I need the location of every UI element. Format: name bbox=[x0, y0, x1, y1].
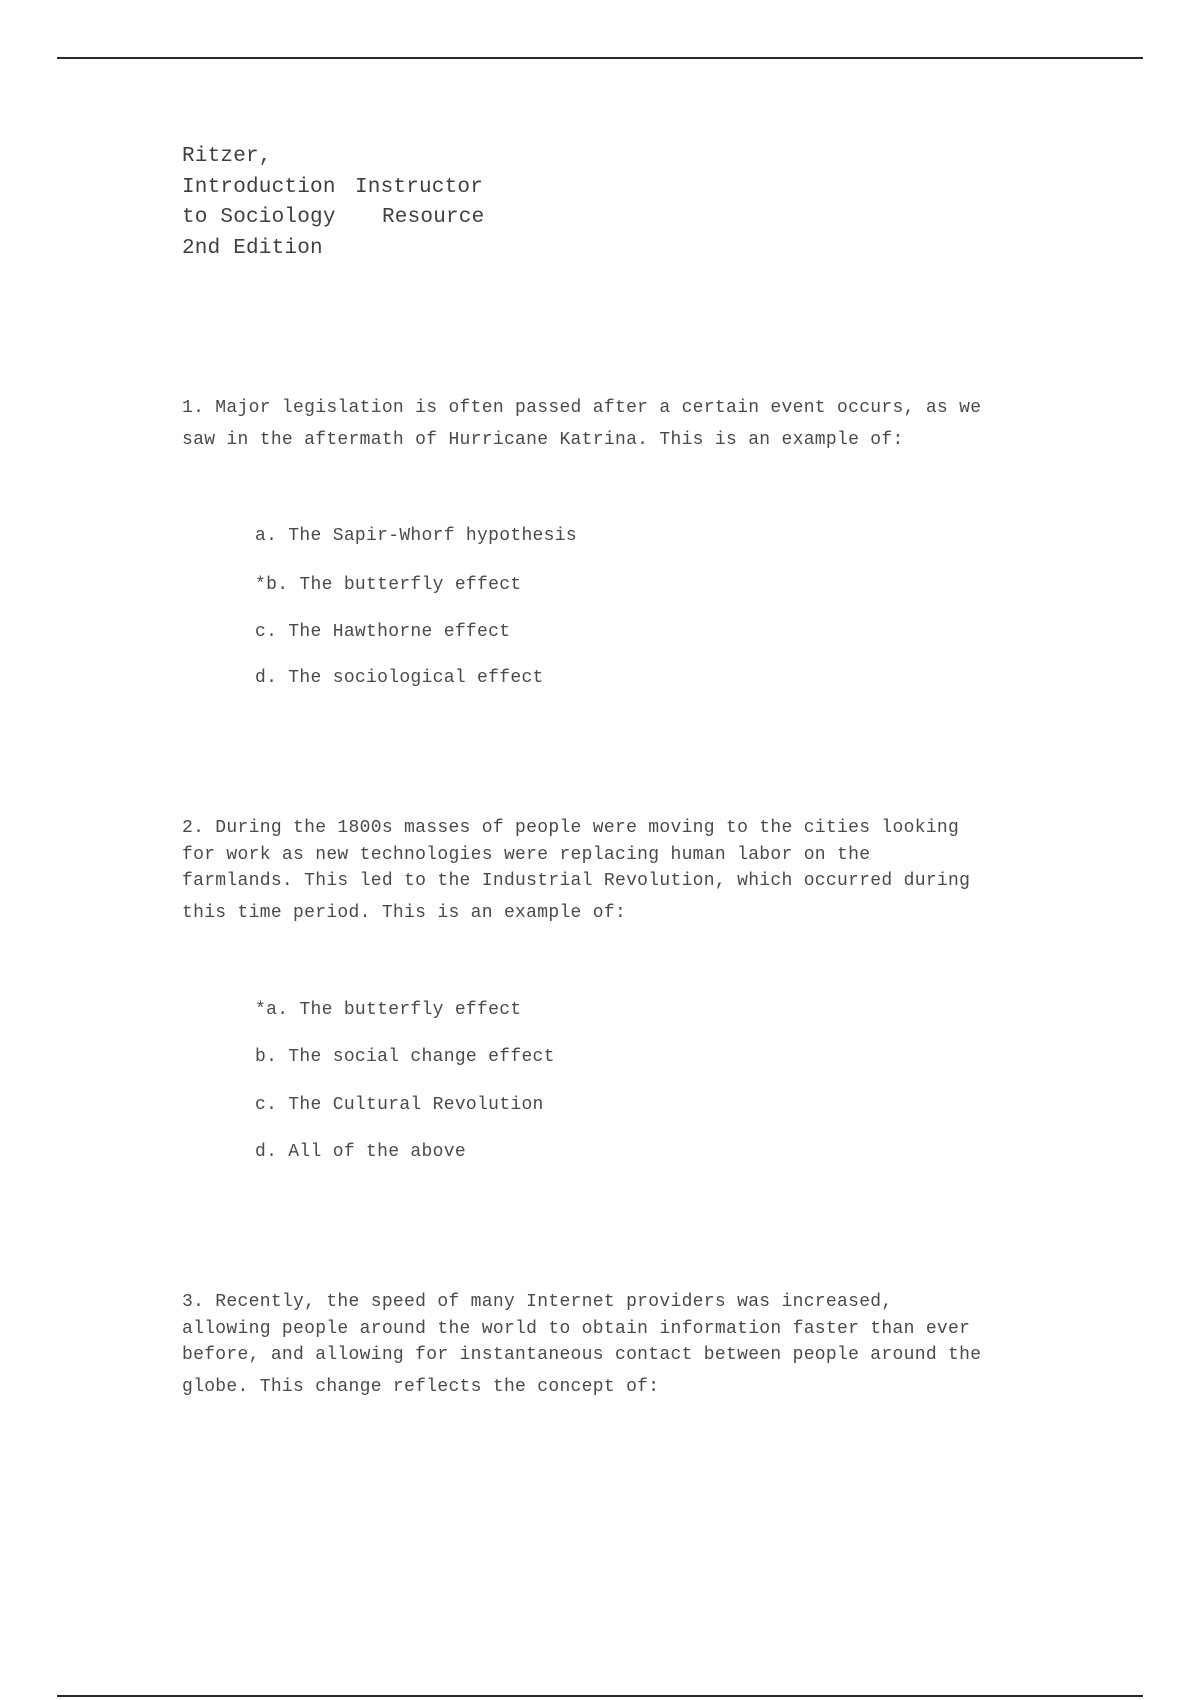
header-instructor: Instructor bbox=[355, 175, 484, 199]
question-3-line: globe. This change reflects the concept of: bbox=[182, 1377, 660, 1397]
question-2-line: 2. During the 1800s masses of people were moving to the cities looking bbox=[182, 818, 960, 838]
option-1d: d. The sociological effect bbox=[255, 668, 544, 688]
top-rule bbox=[57, 57, 1143, 59]
question-2-line: for work as new technologies were replacing human labor on the bbox=[182, 844, 871, 865]
header-title-line-1: Introduction bbox=[182, 175, 336, 199]
option-1b-correct: *b. The butterfly effect bbox=[255, 575, 522, 595]
question-1-line: saw in the aftermath of Hurricane Katrina. This is an example of: bbox=[182, 430, 904, 450]
header-title-line-2: to Sociology bbox=[182, 206, 336, 229]
question-1 bbox=[182, 398, 1062, 450]
question-3-line: before, and allowing for instantaneous contact between people around the bbox=[182, 1345, 982, 1365]
question-3-line: allowing people around the world to obtain information faster than ever bbox=[182, 1318, 971, 1339]
question-3 bbox=[182, 1292, 1062, 1397]
option-2c: c. The Cultural Revolution bbox=[255, 1095, 544, 1115]
header-edition: 2nd Edition bbox=[182, 236, 323, 260]
option-1a: a. The Sapir-Whorf hypothesis bbox=[255, 526, 577, 546]
document-header bbox=[182, 142, 485, 264]
question-1-line: 1. Major legislation is often passed after a certain event occurs, as we bbox=[182, 398, 982, 418]
header-author: Ritzer, bbox=[182, 145, 272, 168]
question-3-line: 3. Recently, the speed of many Internet providers was increased, bbox=[182, 1292, 893, 1312]
header-resource: Resource bbox=[382, 206, 485, 229]
option-2a-correct: *a. The butterfly effect bbox=[255, 1000, 522, 1020]
question-2-line: farmlands. This led to the Industrial Revolution, which occurred during bbox=[182, 871, 971, 891]
bottom-rule bbox=[57, 1695, 1143, 1697]
question-2 bbox=[182, 818, 1062, 923]
option-1c: c. The Hawthorne effect bbox=[255, 622, 511, 642]
option-2d: d. All of the above bbox=[255, 1142, 466, 1162]
option-2b: b. The social change effect bbox=[255, 1047, 555, 1067]
question-2-line: this time period. This is an example of: bbox=[182, 903, 627, 923]
